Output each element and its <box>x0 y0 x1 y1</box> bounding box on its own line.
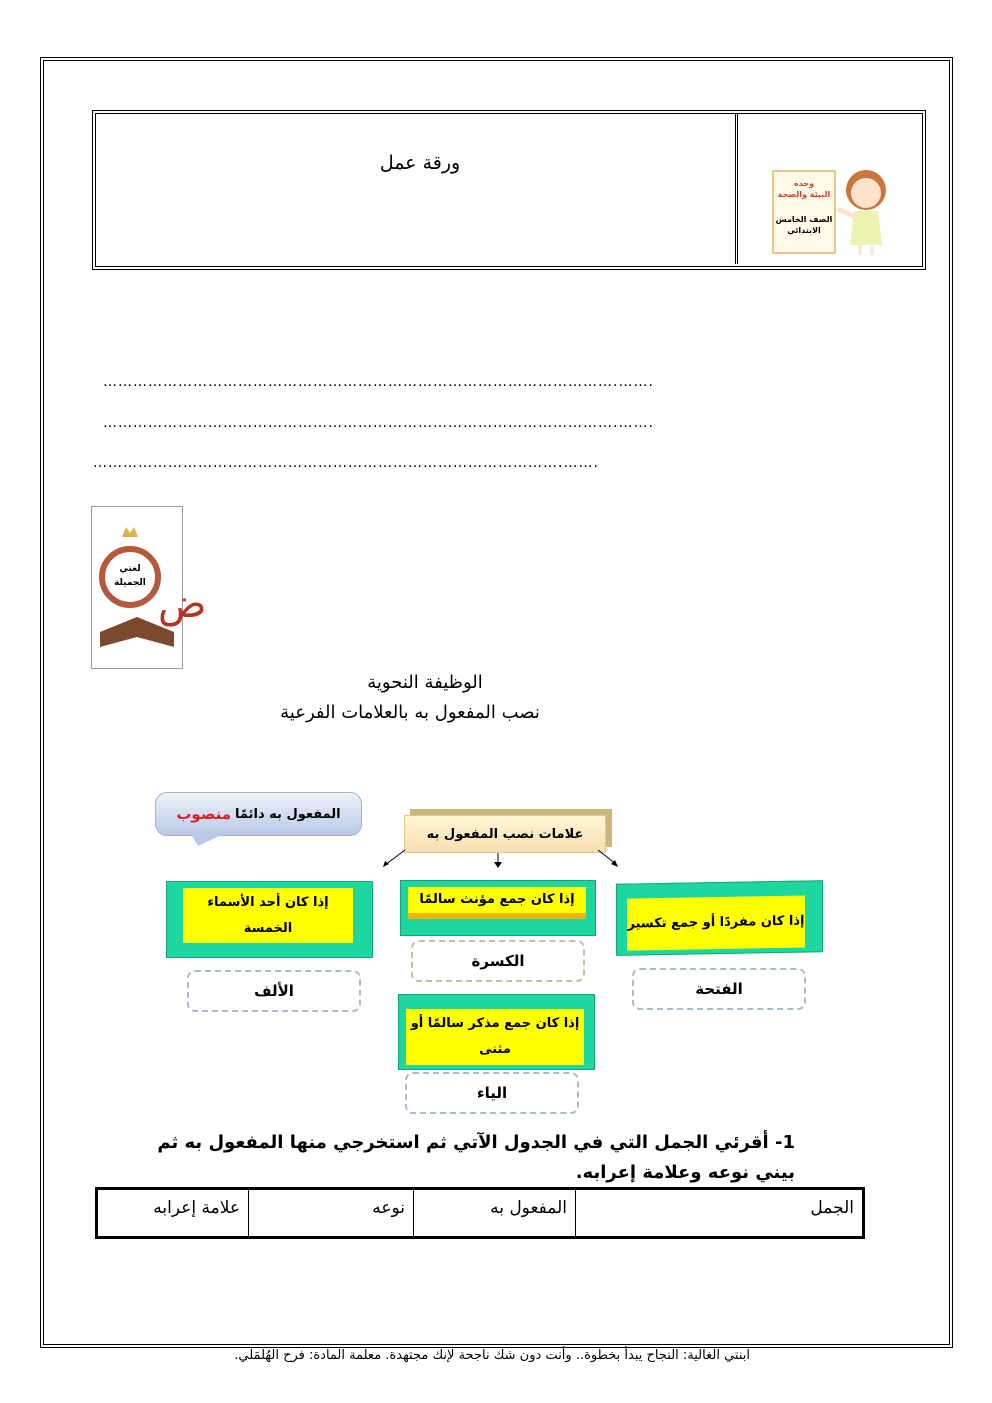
case-condition-fatha: إذا كان مفردًا أو جمع تكسير <box>627 896 805 951</box>
bubble-text: المفعول به دائمًا <box>235 806 341 822</box>
question-1: 1- أقرئي الجمل التي في الجدول الآتي ثم استخرجي منها المفعول به ثم بيني نوعه وعلامة إعرابه. <box>157 1132 795 1183</box>
arrow-left-icon <box>385 850 405 865</box>
header-divider <box>735 114 742 264</box>
case-mark-yaa[interactable]: الياء <box>405 1072 579 1114</box>
case-condition-alif: إذا كان أحد الأسماء الخمسة <box>183 888 353 943</box>
note-bubble <box>155 792 362 836</box>
logo-text: لغتي الجميلة <box>114 564 146 588</box>
header-mark: علامة إعرابه <box>97 1189 249 1238</box>
case-box-yaa <box>398 994 595 1070</box>
case-mark-alif[interactable]: الألف <box>187 970 361 1012</box>
case-mark-fatha[interactable]: الفتحة <box>632 968 806 1010</box>
grade-label: الصف الخامس <box>775 215 833 224</box>
unit-label: وحدة <box>793 179 815 188</box>
bubble-tail <box>190 832 228 846</box>
case-box-alif <box>166 881 373 958</box>
case-condition-yaa: إذا كان جمع مذكر سالمًا أو مثنى <box>406 1009 584 1065</box>
case-box-kasra <box>400 880 596 936</box>
header-type: نوعه <box>249 1189 414 1238</box>
section-heading: الوظيفة النحوية <box>367 672 483 693</box>
worksheet-title: ورقة عمل <box>379 152 461 174</box>
logo-letter: ض <box>158 581 207 627</box>
stage-label: الابتدائي <box>787 226 821 235</box>
diagram-root: علامات نصب المفعول به <box>404 815 606 853</box>
girl-illustration-icon <box>836 165 898 257</box>
case-box-fatha <box>616 880 823 956</box>
arrows <box>380 848 620 870</box>
table-header-row <box>97 1189 864 1238</box>
case-condition-kasra: إذا كان جمع مؤنث سالمًا <box>408 887 586 919</box>
lughati-logo <box>91 506 207 669</box>
unit-name: البيئة والصحة <box>777 190 831 199</box>
section-subheading: نصب المفعول به بالعلامات الفرعية <box>280 702 540 723</box>
case-mark-kasra[interactable]: الكسرة <box>411 940 585 982</box>
answer-line-1[interactable]: ………………………………………………………………………………………….……. <box>103 374 654 390</box>
header-object: المفعول به <box>414 1189 576 1238</box>
unit-logo <box>772 170 836 254</box>
header-sentences: الجمل <box>576 1189 864 1238</box>
answer-line-2[interactable]: ………………………………………………………………………………………….……. <box>103 415 654 431</box>
answer-table <box>95 1187 865 1239</box>
bubble-emphasis: منصوب <box>176 805 232 823</box>
answer-line-3[interactable]: ………………………………………………………………………………….……. <box>93 455 599 471</box>
footer-note: ابنتي الغالية: النجاح يبدأ بخطوة.. وأنت دون شك ناجحة لإنك مجتهدة. معلمة المادة: فرح الهُلَمَلي. <box>234 1348 750 1363</box>
